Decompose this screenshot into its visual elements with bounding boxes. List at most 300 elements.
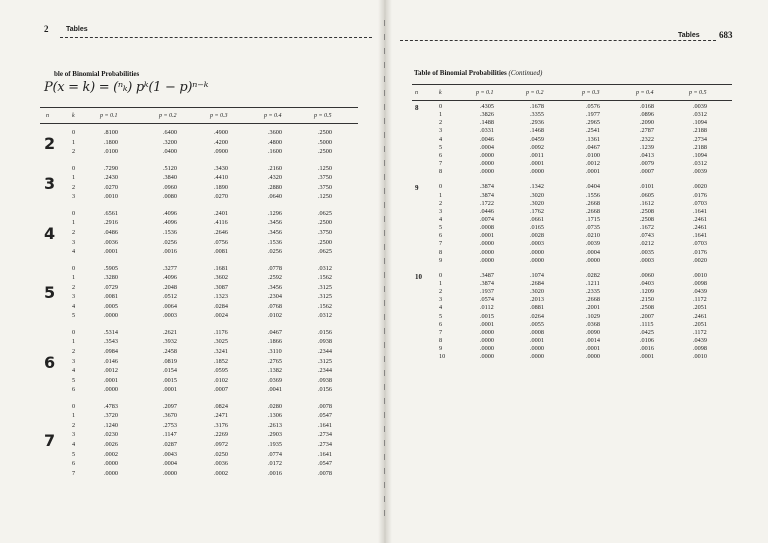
probability-cell: .0000 [480,151,494,159]
probability-cell: .0000 [480,240,494,248]
probability-cell: .0467 [268,328,282,336]
probability-cell: .0661 [530,215,544,223]
probability-cell: .3430 [214,164,228,172]
probability-cell: .1296 [268,209,282,217]
probability-cell: .4783 [104,402,118,410]
probability-cell: .0467 [586,143,600,151]
right-table-title [414,69,542,77]
probability-cell: .1172 [693,296,707,304]
row-k-value: 2 [72,348,76,355]
probability-cell: .2051 [693,304,707,312]
row-k-value: 5 [72,450,76,458]
probability-cell: .1536 [163,228,177,236]
probability-cell: .1641 [318,421,332,429]
row-k-value: 1 [439,280,443,287]
probability-cell: .0000 [480,168,494,176]
probability-cell: .0004 [586,248,600,256]
probability-cell: .0000 [480,160,494,168]
row-k-value: 4 [72,248,76,256]
probability-cell: .0703 [693,199,707,207]
probability-cell: .3020 [530,199,544,207]
probability-cell: .1556 [586,191,600,199]
probability-cell: .0439 [693,337,707,345]
column-header-p: p = 0.1 [476,90,494,96]
row-k-value: 4 [439,215,443,223]
probability-cell: .4320 [268,174,282,182]
probability-cell: .4305 [480,103,494,110]
row-k-value: 2 [439,199,443,207]
table-header-rule [40,123,358,124]
probability-cell: .0036 [214,460,228,468]
probability-cell: .0007 [640,168,654,176]
probability-cell: .0003 [640,256,654,264]
probability-cell: .0098 [693,280,707,287]
probability-cell: .5120 [163,164,177,172]
probability-cell: .2500 [318,219,332,227]
probability-cell: .1562 [318,302,332,310]
probability-cell: .0001 [640,353,654,361]
probability-cell: .2508 [640,304,654,312]
probability-cell: .0156 [318,386,332,394]
probability-cell: .0512 [163,293,177,301]
row-k-value: 3 [72,357,76,365]
row-k-value: 3 [439,296,443,304]
right-page [392,0,768,543]
row-k-value: 7 [439,328,443,336]
probability-cell: .0008 [530,328,544,336]
probability-cell: .3280 [104,274,118,282]
probability-cell: .0079 [640,160,654,168]
block-n-label: 3 [44,173,56,193]
probability-cell: .0106 [640,337,654,345]
probability-cell: .0000 [480,353,494,361]
probability-cell: .2765 [268,357,282,365]
row-k-value: 1 [72,338,76,346]
probability-cell: .0547 [318,412,332,420]
probability-cell: .0007 [214,386,228,394]
probability-cell: .0078 [318,402,332,410]
probability-cell: .0000 [530,248,544,256]
probability-cell: .0756 [214,238,228,246]
probability-cell: .2458 [163,348,177,355]
probability-cell: .2621 [163,328,177,336]
probability-cell: .0010 [693,271,707,279]
probability-cell: .1323 [214,293,228,301]
probability-cell: .0001 [530,160,544,168]
block-n-label: 9 [415,184,419,193]
probability-cell: .1800 [104,138,118,146]
probability-cell: .1306 [268,412,282,420]
probability-cell: .0012 [586,160,600,168]
probability-cell: .1029 [586,312,600,320]
probability-cell: .2903 [268,431,282,439]
probability-cell: .1240 [104,421,118,429]
row-k-value: 0 [72,129,76,136]
probability-cell: .0605 [640,191,654,199]
probability-cell: .1468 [530,127,544,135]
row-k-value: 3 [72,193,76,201]
probability-cell: .1977 [586,111,600,119]
row-k-value: 8 [439,248,443,256]
probability-cell: .0001 [530,337,544,345]
probability-cell: .0081 [104,293,118,301]
row-k-value: 1 [439,191,443,199]
probability-cell: .0368 [586,320,600,328]
probability-cell: .0001 [480,232,494,240]
probability-cell: .2013 [530,296,544,304]
probability-cell: .2646 [214,228,228,236]
probability-cell: .1641 [693,232,707,240]
probability-cell: .0064 [163,302,177,310]
row-k-value: 5 [72,376,76,384]
probability-cell: .0016 [640,345,654,353]
probability-cell: .4096 [163,274,177,282]
column-header-n: n [415,90,418,96]
probability-cell: .0039 [693,168,707,176]
probability-cell: .3750 [318,228,332,236]
probability-cell: .1176 [214,328,228,336]
probability-cell: .0574 [480,296,494,304]
probability-cell: .3176 [214,421,228,429]
probability-cell: .0000 [586,256,600,264]
row-k-value: 6 [72,460,76,468]
probability-cell: .1536 [268,238,282,246]
probability-cell: .0078 [318,469,332,477]
probability-cell: .1147 [163,431,177,439]
probability-cell: .6400 [163,129,177,136]
probability-cell: .2269 [214,431,228,439]
row-k-value: 2 [72,148,76,156]
probability-cell: .0046 [480,135,494,143]
row-k-value: 1 [72,138,76,146]
probability-cell: .2461 [693,224,707,232]
probability-cell: .0001 [586,345,600,353]
probability-cell: .3670 [163,412,177,420]
probability-cell: .0098 [693,345,707,353]
probability-cell: .1722 [480,199,494,207]
row-k-value: 5 [439,143,443,151]
probability-cell: .2335 [586,288,600,296]
block-n-label: 2 [44,133,56,153]
probability-cell: .0112 [480,304,494,312]
column-header-p: p = 0.5 [689,90,707,96]
probability-cell: .0280 [268,402,282,410]
probability-cell: .3200 [163,138,177,146]
probability-cell: .3840 [163,174,177,182]
left-page [0,0,378,543]
probability-cell: .0000 [586,353,600,361]
row-k-value: 0 [439,103,443,110]
probability-cell: .1094 [693,151,707,159]
probability-cell: .0039 [586,240,600,248]
probability-cell: .2401 [214,209,228,217]
probability-cell: .0459 [530,135,544,143]
probability-cell: .1361 [586,135,600,143]
probability-cell: .0000 [163,469,177,477]
probability-cell: .0000 [480,337,494,345]
probability-cell: .0819 [163,357,177,365]
probability-cell: .1172 [693,328,707,336]
probability-cell: .3874 [480,280,494,287]
probability-cell: .0264 [530,312,544,320]
probability-cell: .2508 [640,207,654,215]
row-k-value: 4 [72,440,76,448]
probability-cell: .1681 [214,264,228,272]
probability-cell: .0101 [640,183,654,191]
probability-cell: .0287 [163,440,177,448]
probability-cell: .1382 [268,367,282,375]
probability-cell: .2787 [640,127,654,135]
row-k-value: 5 [439,224,443,232]
probability-cell: .0824 [214,402,228,410]
probability-cell: .2471 [214,412,228,420]
column-header-k: k [439,90,442,96]
probability-cell: .0039 [693,103,707,110]
probability-cell: .3456 [268,219,282,227]
probability-cell: .0210 [586,232,600,240]
probability-cell: .0014 [586,337,600,345]
probability-cell: .2668 [586,199,600,207]
probability-cell: .1074 [530,271,544,279]
probability-cell: .2461 [693,312,707,320]
probability-cell: .0312 [318,264,332,272]
row-k-value: 0 [72,402,76,410]
row-k-value: 6 [439,232,443,240]
probability-cell: .0881 [530,304,544,312]
probability-cell: .1866 [268,338,282,346]
probability-cell: .0100 [104,148,118,156]
probability-cell: .3456 [268,283,282,291]
column-header-p: p = 0.5 [314,113,332,119]
probability-cell: .2965 [586,119,600,127]
probability-cell: .2160 [268,164,282,172]
probability-cell: .1852 [214,357,228,365]
right-header-rule [400,40,716,41]
column-header-p: p = 0.1 [100,113,118,119]
probability-cell: .0146 [104,357,118,365]
probability-cell: .0403 [640,280,654,287]
probability-cell: .0176 [693,191,707,199]
probability-cell: .5000 [318,138,332,146]
probability-cell: .0000 [480,256,494,264]
left-header-rule [60,37,372,38]
table-top-rule [412,84,732,85]
probability-cell: .1562 [318,274,332,282]
probability-cell: .0774 [268,450,282,458]
probability-cell: .1250 [318,164,332,172]
probability-cell: .7290 [104,164,118,172]
probability-cell: .0020 [693,256,707,264]
probability-cell: .3750 [318,183,332,191]
row-k-value: 9 [439,345,443,353]
probability-cell: .3125 [318,283,332,291]
probability-cell: .1250 [318,193,332,201]
row-k-value: 3 [439,207,443,215]
probability-cell: .2007 [640,312,654,320]
probability-cell: .2541 [586,127,600,135]
probability-cell: .2500 [318,148,332,156]
probability-cell: .3241 [214,348,228,355]
probability-cell: .0016 [268,469,282,477]
probability-cell: .2048 [163,283,177,291]
probability-cell: .2461 [693,215,707,223]
probability-cell: .1672 [640,224,654,232]
left-running-head: Tables [66,26,88,33]
probability-cell: .2500 [318,238,332,246]
probability-cell: .0900 [214,148,228,156]
probability-cell: .2188 [693,127,707,135]
probability-cell: .0000 [104,460,118,468]
probability-cell: .5314 [104,328,118,336]
probability-cell: .0743 [640,232,654,240]
block-n-label: 10 [415,272,422,281]
probability-cell: .0000 [530,168,544,176]
probability-cell: .2051 [693,320,707,328]
probability-cell: .3874 [480,183,494,191]
probability-cell: .1211 [586,280,600,287]
left-table-title: ble of Binomial Probabilities [54,70,140,78]
probability-cell: .3125 [318,293,332,301]
probability-cell: .2936 [530,119,544,127]
probability-cell: .0312 [693,111,707,119]
row-k-value: 7 [439,240,443,248]
probability-cell: .3355 [530,111,544,119]
probability-cell: .0576 [586,103,600,110]
probability-cell: .0446 [480,207,494,215]
probability-cell: .0015 [480,312,494,320]
probability-cell: .1239 [640,143,654,151]
probability-cell: .4116 [214,219,228,227]
probability-cell: .3543 [104,338,118,346]
probability-cell: .0625 [318,209,332,217]
probability-cell: .0035 [640,248,654,256]
probability-cell: .2753 [163,421,177,429]
probability-cell: .0001 [163,386,177,394]
row-k-value: 4 [439,135,443,143]
probability-cell: .3277 [163,264,177,272]
probability-cell: .0938 [318,376,332,384]
probability-cell: .1094 [693,119,707,127]
probability-cell: .6561 [104,209,118,217]
row-k-value: 2 [72,183,76,191]
probability-cell: .0090 [586,328,600,336]
block-n-label: 4 [44,223,56,243]
row-k-value: 7 [72,469,76,477]
probability-cell: .3025 [214,338,228,346]
probability-cell: .2880 [268,183,282,191]
probability-cell: .0369 [268,376,282,384]
right-running-head: Tables [678,32,700,39]
probability-cell: .0547 [318,460,332,468]
probability-cell: .0212 [640,240,654,248]
probability-cell: .2090 [640,119,654,127]
probability-cell: .0312 [693,160,707,168]
probability-cell: .0312 [318,312,332,320]
probability-cell: .4410 [214,174,228,182]
probability-cell: .3720 [104,412,118,420]
probability-cell: .0172 [268,460,282,468]
probability-cell: .0270 [104,183,118,191]
probability-cell: .0003 [530,240,544,248]
right-page-number: 683 [719,30,733,40]
probability-cell: .2734 [318,440,332,448]
probability-cell: .0154 [163,367,177,375]
probability-cell: .0015 [163,376,177,384]
probability-cell: .1209 [640,288,654,296]
row-k-value: 10 [439,353,446,361]
block-n-label: 8 [415,104,419,112]
row-k-value: 2 [72,228,76,236]
probability-cell: .0282 [586,271,600,279]
row-k-value: 2 [72,283,76,291]
probability-cell: .5905 [104,264,118,272]
row-k-value: 3 [72,431,76,439]
probability-cell: .0005 [104,302,118,310]
row-k-value: 0 [72,164,76,172]
probability-cell: .4096 [163,219,177,227]
probability-cell: .0230 [104,431,118,439]
probability-cell: .0008 [480,224,494,232]
probability-cell: .1612 [640,199,654,207]
probability-cell: .0074 [480,215,494,223]
probability-cell: .1762 [530,207,544,215]
table-header-rule [412,100,732,101]
column-header-p: p = 0.4 [264,113,282,119]
probability-cell: .2500 [318,129,332,136]
probability-cell: .0001 [104,248,118,256]
probability-cell: .1115 [640,320,654,328]
row-k-value: 0 [72,209,76,217]
probability-cell: .0016 [163,248,177,256]
probability-cell: .0004 [480,143,494,151]
row-k-value: 3 [72,293,76,301]
probability-cell: .3932 [163,338,177,346]
probability-cell: .0004 [163,460,177,468]
probability-cell: .0010 [693,353,707,361]
probability-cell: .2684 [530,280,544,287]
probability-cell: .3750 [318,174,332,182]
probability-cell: .1342 [530,183,544,191]
probability-cell: .0778 [268,264,282,272]
row-k-value: 0 [72,328,76,336]
row-k-value: 0 [439,271,443,279]
probability-cell: .0640 [268,193,282,201]
right-table-title-text: Table of Binomial Probabilities [414,69,507,77]
probability-cell: .2668 [586,207,600,215]
row-k-value: 6 [72,386,76,394]
probability-cell: .0002 [104,450,118,458]
row-k-value: 9 [439,256,443,264]
probability-cell: .2304 [268,293,282,301]
probability-cell: .2916 [104,219,118,227]
probability-cell: .2508 [640,215,654,223]
probability-cell: .2097 [163,402,177,410]
probability-cell: .3020 [530,191,544,199]
probability-cell: .0000 [530,256,544,264]
probability-cell: .2734 [693,135,707,143]
column-header-k: k [72,113,75,119]
probability-cell: .2001 [586,304,600,312]
row-k-value: 5 [439,312,443,320]
probability-cell: .2150 [640,296,654,304]
probability-cell: .0102 [214,376,228,384]
row-k-value: 1 [72,174,76,182]
probability-cell: .0000 [104,312,118,320]
probability-cell: .0984 [104,348,118,355]
probability-cell: .0011 [530,151,544,159]
row-k-value: 1 [72,219,76,227]
probability-cell: .0404 [586,183,600,191]
